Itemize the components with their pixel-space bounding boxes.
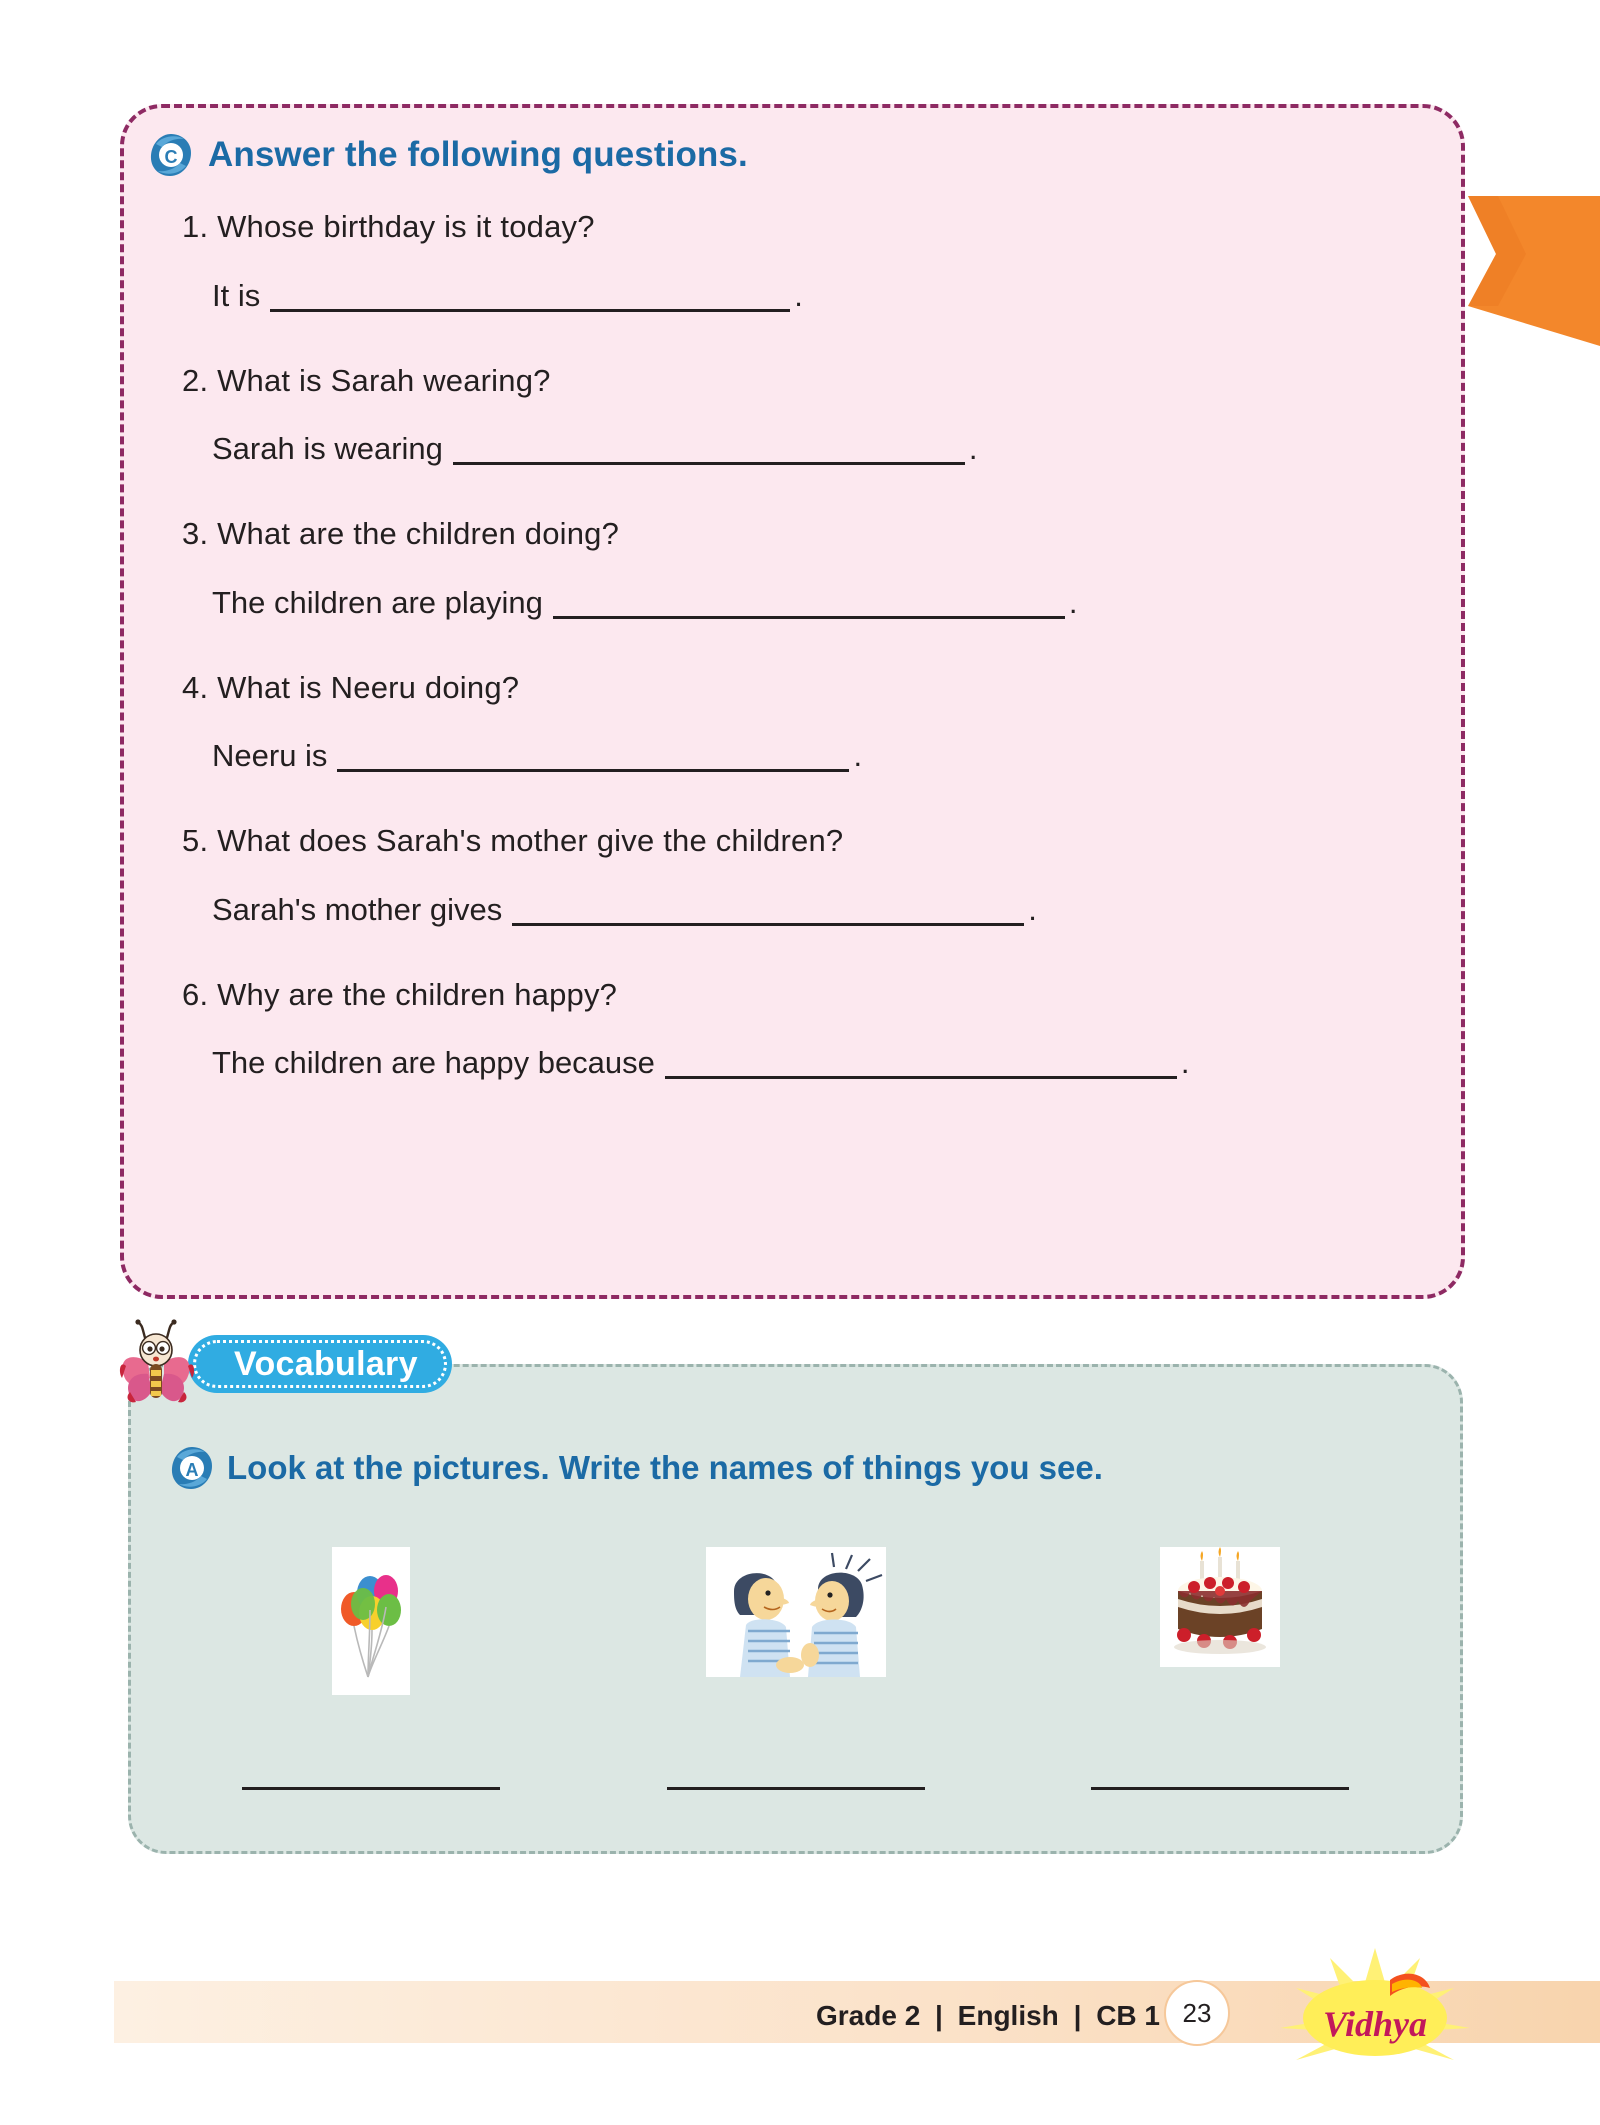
vocabulary-pill xyxy=(188,1335,452,1393)
answer-period-3: . xyxy=(1068,584,1078,620)
answer-period-1: . xyxy=(794,277,803,313)
answer-line-5 xyxy=(164,891,1441,930)
word-blank-3[interactable] xyxy=(1091,1785,1349,1790)
answer-lead-5: Sarah's mother gives xyxy=(212,891,503,927)
question-body-1: Whose birthday is it today? xyxy=(217,209,595,244)
blue-swirl-letter-icon xyxy=(148,132,194,178)
answer-lead-3: The children are playing xyxy=(212,584,543,620)
answer-period-2: . xyxy=(968,431,978,467)
section-c-header xyxy=(148,132,748,178)
question-body-2: What is Sarah wearing? xyxy=(217,362,551,398)
question-item-2 xyxy=(164,362,1441,470)
word-line-cell-3 xyxy=(1040,1785,1400,1790)
answer-lead-6: The children are happy because xyxy=(212,1045,655,1081)
word-line-cell-2 xyxy=(616,1785,976,1790)
answer-blank-1[interactable] xyxy=(270,287,790,312)
section-c-title: Answer the following questions. xyxy=(208,135,748,174)
word-answer-lines xyxy=(191,1785,1400,1790)
footer-separator-1: | xyxy=(935,2000,943,2031)
question-body-5: What does Sarah's mother give the children? xyxy=(217,823,844,858)
side-tab-decoration xyxy=(1468,196,1600,346)
word-blank-1[interactable] xyxy=(242,1785,500,1790)
question-item-3 xyxy=(164,515,1441,623)
answer-blank-6[interactable] xyxy=(665,1054,1177,1079)
footer-separator-2: | xyxy=(1073,2000,1082,2031)
answer-line-3 xyxy=(164,584,1441,623)
answer-lead-2: Sarah is wearing xyxy=(212,431,443,467)
butterfly-icon xyxy=(118,1318,196,1410)
question-number-6: 6. xyxy=(182,976,209,1012)
vocabulary-banner xyxy=(118,1318,452,1410)
vocabulary-section xyxy=(128,1364,1463,1854)
question-number-2: 2. xyxy=(182,362,209,398)
vocabulary-badge-letter: A xyxy=(185,1460,199,1480)
answer-line-2 xyxy=(164,430,1441,469)
answer-line-6 xyxy=(164,1044,1441,1083)
section-c-badge-letter: C xyxy=(164,147,178,167)
question-text-3 xyxy=(164,515,1441,554)
blue-swirl-letter-icon xyxy=(169,1445,215,1491)
vocabulary-task-header xyxy=(169,1445,1103,1491)
question-list xyxy=(164,208,1441,1129)
answer-line-1 xyxy=(164,277,1441,316)
answer-lead-4: Neeru is xyxy=(212,738,328,774)
question-number-1: 1. xyxy=(182,209,209,244)
picture-cell-balloons xyxy=(191,1547,551,1695)
brand-logo xyxy=(1240,1944,1510,2079)
footer-subject: English xyxy=(957,2000,1059,2031)
answer-blank-3[interactable] xyxy=(553,594,1065,619)
picture-row xyxy=(191,1547,1400,1695)
vocabulary-label: Vocabulary xyxy=(234,1344,418,1383)
question-text-6 xyxy=(164,976,1441,1015)
answer-period-6: . xyxy=(1180,1045,1190,1081)
picture-cell-cake xyxy=(1040,1547,1400,1695)
question-number-5: 5. xyxy=(182,823,209,858)
question-item-4 xyxy=(164,669,1441,777)
answer-period-5: . xyxy=(1028,891,1037,927)
question-item-6 xyxy=(164,976,1441,1084)
question-text-5 xyxy=(164,822,1441,861)
question-text-4 xyxy=(164,669,1441,708)
children-talking-icon xyxy=(706,1547,886,1677)
brand-name: Vidhya xyxy=(1322,2004,1428,2044)
word-blank-2[interactable] xyxy=(667,1785,925,1790)
answer-lead-1: It is xyxy=(212,277,261,313)
footer-meta xyxy=(816,2000,1160,2032)
answer-questions-section xyxy=(120,104,1465,1299)
question-text-1 xyxy=(164,208,1441,247)
footer-grade: Grade 2 xyxy=(815,2000,921,2031)
question-number-4: 4. xyxy=(182,669,209,705)
answer-blank-5[interactable] xyxy=(512,901,1024,926)
answer-period-4: . xyxy=(853,738,863,774)
question-number-3: 3. xyxy=(182,516,209,551)
cake-icon xyxy=(1160,1547,1280,1667)
question-body-3: What are the children doing? xyxy=(217,516,620,551)
balloons-icon xyxy=(332,1547,410,1695)
footer-book: CB 1 xyxy=(1096,2000,1160,2031)
question-text-2 xyxy=(164,362,1441,401)
question-item-1 xyxy=(164,208,1441,316)
answer-blank-2[interactable] xyxy=(453,440,965,465)
page-number-badge: 23 xyxy=(1164,1980,1230,2046)
question-item-5 xyxy=(164,822,1441,930)
question-body-4: What is Neeru doing? xyxy=(217,669,520,705)
answer-line-4 xyxy=(164,737,1441,776)
vocabulary-instruction: Look at the pictures. Write the names of things you see. xyxy=(227,1449,1103,1486)
word-line-cell-1 xyxy=(191,1785,551,1790)
question-body-6: Why are the children happy? xyxy=(217,976,618,1012)
answer-blank-4[interactable] xyxy=(337,747,849,772)
picture-cell-children-talking xyxy=(616,1547,976,1695)
